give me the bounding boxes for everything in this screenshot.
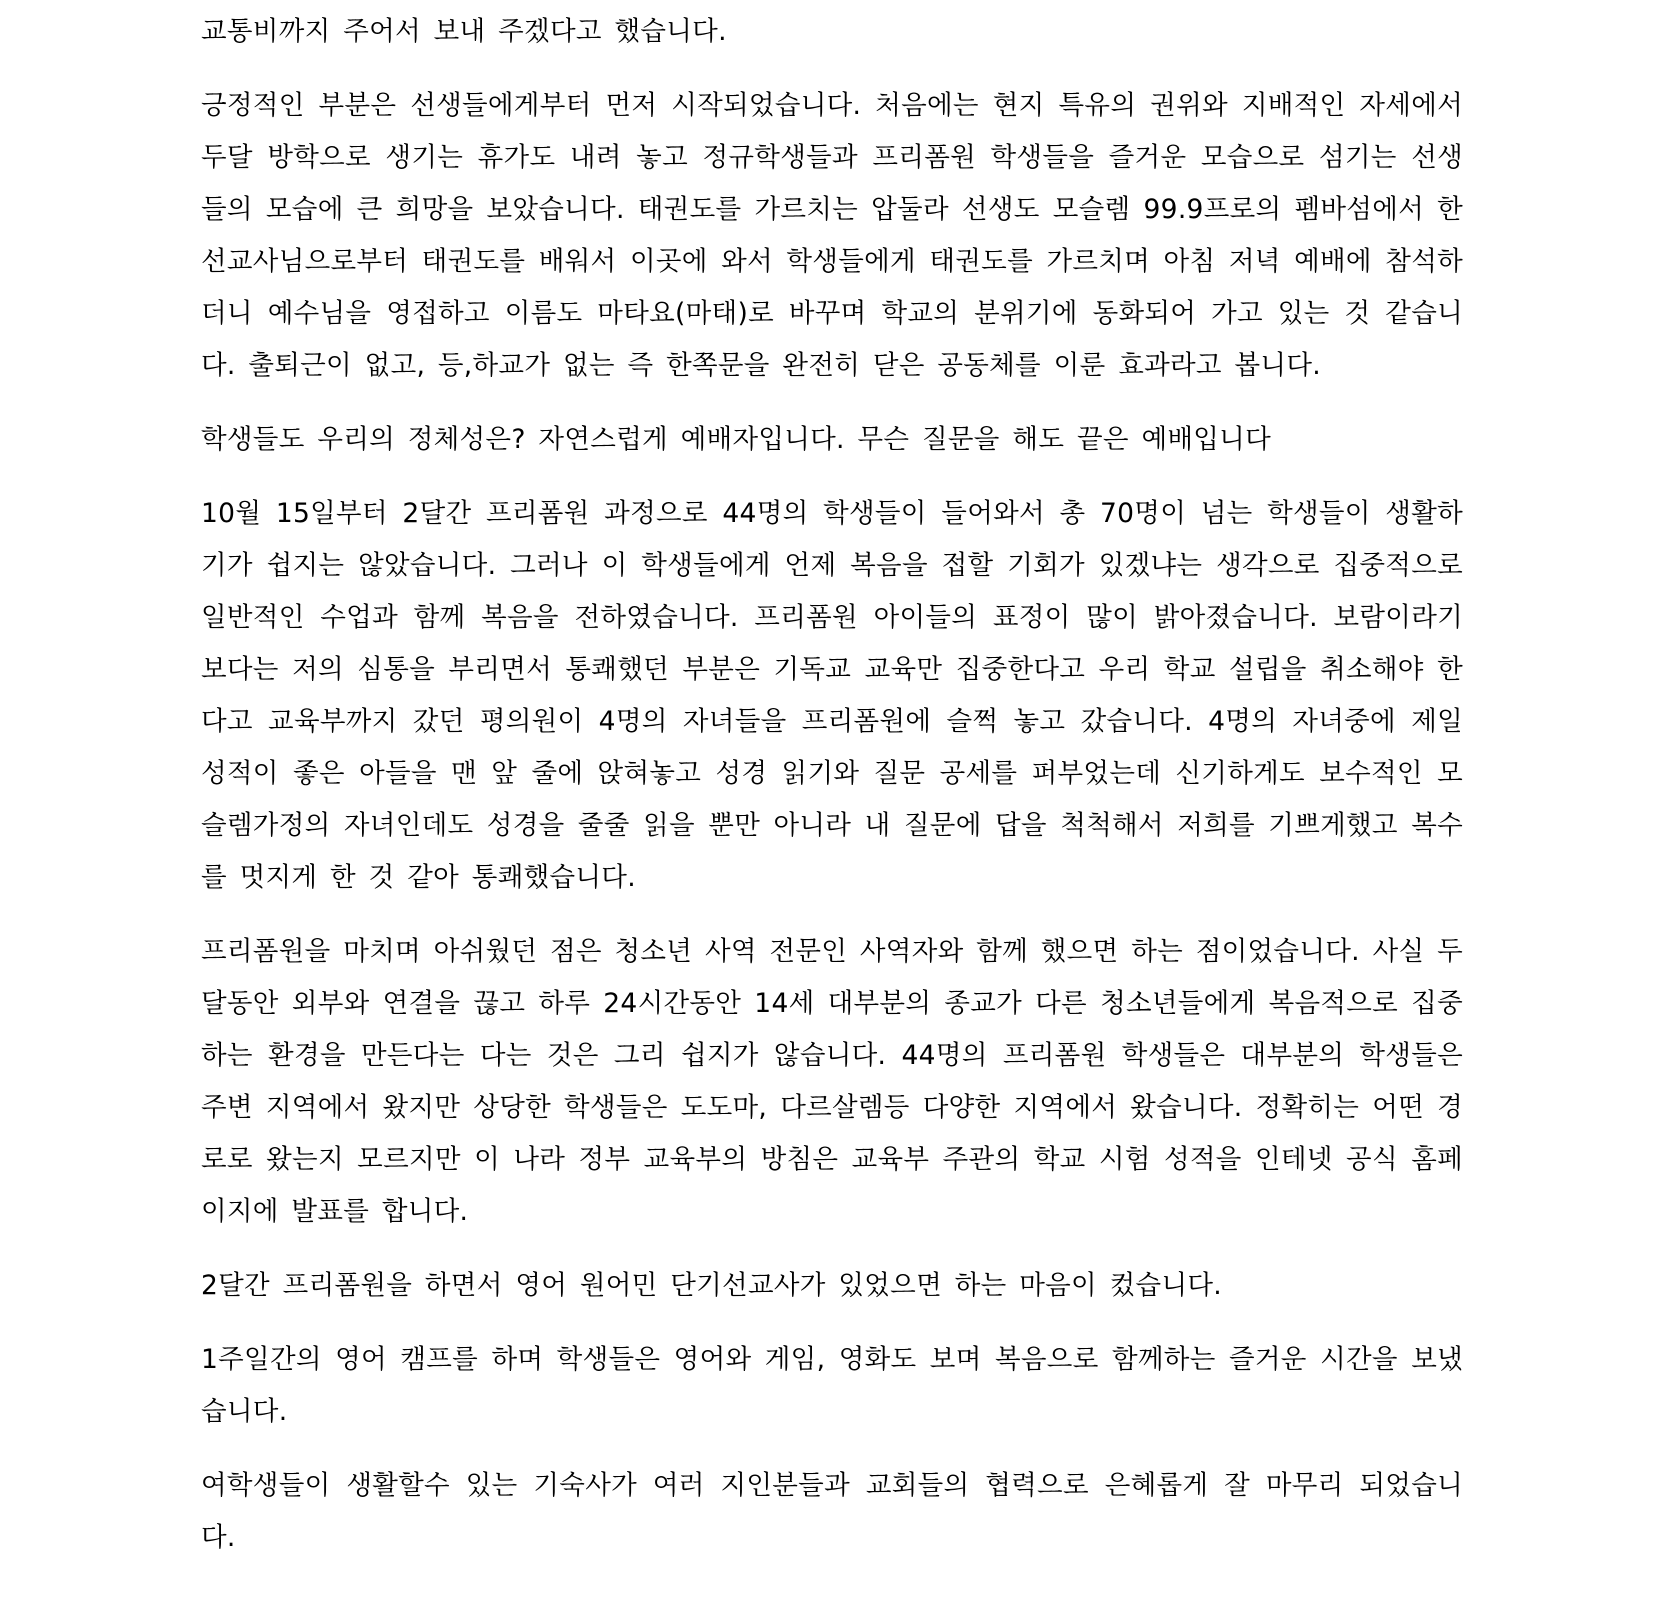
paragraph-teachers: 긍정적인 부분은 선생들에게부터 먼저 시작되었습니다. 처음에는 현지 특유의 권위와 지배적인 자세에서 두달 방학으로 생기는 휴가도 내려 놓고 정규학생들과 프리폼원 학생들을 즐거운 모습으로 섬기는 선생들의 모습에 큰 희망을 보았습니다. 태권도를 가르치는 압둘라 선생도 모슬렘 99.9프로의 펨바섬에서 한 선교사님으로부터 태권도를 배워서 이곳에 와서 학생들에게 태권도를 가르치며 아침 저녁 예배에 참석하더니 예수님을 영접하고 이름도 마타요(마태)로 바꾸며 학교의 분위기에 동화되어 가고 있는 것 같습니다. 출퇴근이 없고, 등,하교가 없는 즉 한쪽문을 완전히 닫은 공동체를 이룬 효과라고 봅니다. bbox=[201, 90, 1463, 381]
document-page bbox=[201, 6, 1463, 1586]
paragraph-dormitory: 여학생들이 생활할수 있는 기숙사가 여러 지인분들과 교회들의 협력으로 은혜롭게 잘 마무리 되었습니다. bbox=[201, 1470, 1463, 1553]
paragraph-preform-one: 10월 15일부터 2달간 프리폼원 과정으로 44명의 학생들이 들어와서 총 70명이 넘는 학생들이 생활하기가 쉽지는 않았습니다. 그러나 이 학생들에게 언제 복음을 접할 기회가 있겠냐는 생각으로 집중적으로 일반적인 수업과 함께 복음을 전하였습니다. 프리폼원 아이들의 표정이 많이 밝아졌습니다. 보람이라기 보다는 저의 심통을 부리면서 통쾌했던 부분은 기독교 교육만 집중한다고 우리 학교 설립을 취소해야 한다고 교육부까지 갔던 평의원이 4명의 자녀들을 프리폼원에 슬쩍 놓고 갔습니다. 4명의 자녀중에 제일 성적이 좋은 아들을 맨 앞 줄에 앉혀놓고 성경 읽기와 질문 공세를 퍼부었는데 신기하게도 보수적인 모슬렘가정의 자녀인데도 성경을 줄줄 읽을 뿐만 아니라 내 질문에 답을 척척해서 저희를 기쁘게했고 복수를 멋지게 한 것 같아 통쾌했습니다. bbox=[201, 498, 1463, 893]
paragraph-regrets: 프리폼원을 마치며 아쉬웠던 점은 청소년 사역 전문인 사역자와 함께 했으면 하는 점이었습니다. 사실 두달동안 외부와 연결을 끊고 하루 24시간동안 14세 대부분의 종교가 다른 청소년들에게 복음적으로 집중하는 환경을 만든다는 다는 것은 그리 쉽지가 않습니다. 44명의 프리폼원 학생들은 대부분의 학생들은 주변 지역에서 왔지만 상당한 학생들은 도도마, 다르살렘등 다양한 지역에서 왔습니다. 정확히는 어떤 경로로 왔는지 모르지만 이 나라 정부 교육부의 방침은 교육부 주관의 학교 시험 성적을 인테넷 공식 홈페이지에 발표를 합니다. bbox=[201, 936, 1463, 1227]
paragraph-transport: 교통비까지 주어서 보내 주겠다고 했습니다. bbox=[201, 16, 727, 47]
paragraph-english-camp: 1주일간의 영어 캠프를 하며 학생들은 영어와 게임, 영화도 보며 복음으로 함께하는 즐거운 시간을 보냈습니다. bbox=[201, 1344, 1463, 1427]
paragraph-identity: 학생들도 우리의 정체성은? 자연스럽게 예배자입니다. 무슨 질문을 해도 끝은 예배입니다 bbox=[201, 424, 1271, 455]
paragraph-native-speaker: 2달간 프리폼원을 하면서 영어 원어민 단기선교사가 있었으면 하는 마음이 컸습니다. bbox=[201, 1270, 1222, 1301]
